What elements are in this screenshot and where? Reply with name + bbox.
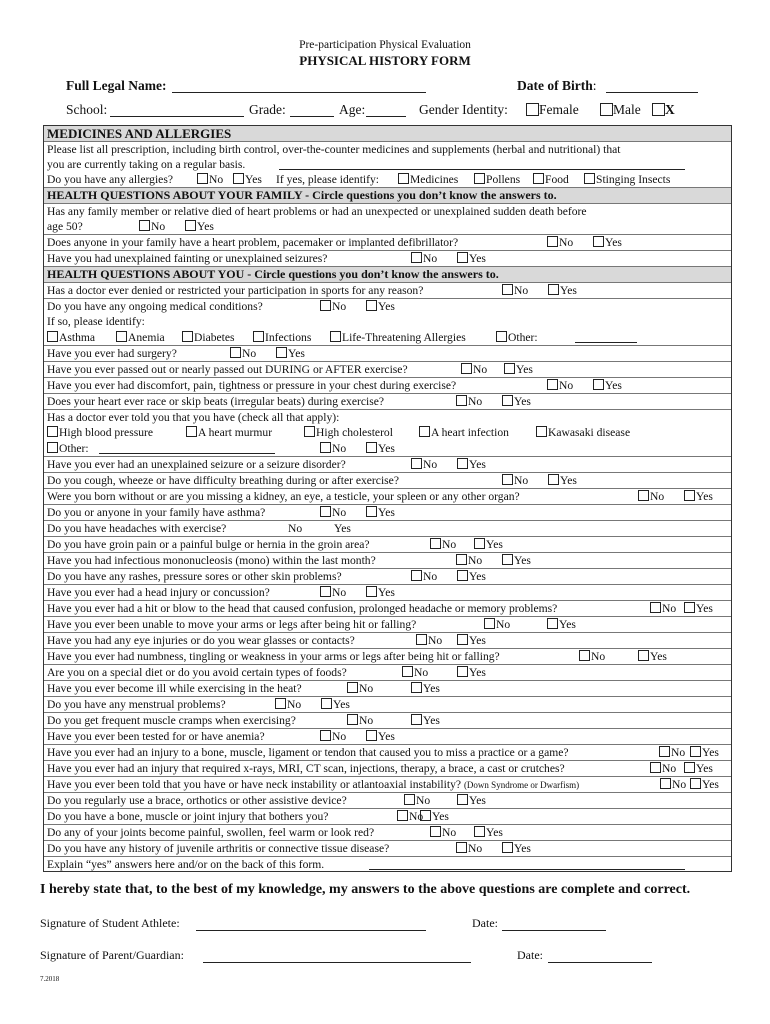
form-supertitle: Pre-participation Physical Evaluation [299, 39, 471, 51]
full-name-field[interactable] [172, 80, 426, 93]
no-option[interactable]: No [288, 522, 303, 535]
question-row: Have you ever had surgery? No Yes [44, 346, 731, 362]
yes-option[interactable]: Yes [457, 665, 486, 680]
checkbox-icon[interactable] [366, 506, 377, 517]
allergy-medicines[interactable]: Medicines [398, 172, 458, 187]
no-option[interactable]: No [347, 681, 373, 696]
checkbox-icon[interactable] [456, 554, 467, 565]
checkbox-icon[interactable] [690, 778, 701, 789]
question-row: Have you ever been told that you have or have neck instability or atlantoaxial instability? (Down Syndrome or Dwarfism) No Yes [44, 777, 731, 793]
no-option[interactable]: No [320, 299, 346, 314]
checkbox-icon[interactable] [457, 570, 468, 581]
yes-option[interactable]: Yes [548, 283, 577, 298]
no-option[interactable]: No [347, 713, 373, 728]
question-row: Have you ever had discomfort, pain, tightness or pressure in your chest during exercise? No Yes [44, 378, 731, 394]
allergy-insects[interactable]: Stinging Insects [584, 172, 670, 187]
question-row: Do you have a bone, muscle or joint injury that bothers you? No Yes [44, 809, 731, 825]
allergy-no[interactable]: No [197, 172, 223, 187]
checkbox-icon[interactable] [347, 714, 358, 725]
checkbox-icon[interactable] [185, 220, 196, 231]
checkbox-icon[interactable] [548, 284, 559, 295]
yes-option[interactable]: Yes [547, 617, 576, 632]
checkbox-icon[interactable] [548, 474, 559, 485]
question-row: Have you had any eye injuries or do you wear glasses or contacts? No Yes [44, 633, 731, 649]
condition-diabetes[interactable]: Diabetes [182, 330, 235, 345]
told-heart-murmur[interactable]: A heart murmur [186, 425, 272, 440]
yes-option[interactable]: Yes [457, 251, 486, 266]
checkbox-icon[interactable] [402, 666, 413, 677]
full-name-label: Full Legal Name: [66, 78, 167, 93]
question-row: Have you ever had an unexplained seizure or a seizure disorder? No Yes [44, 457, 731, 473]
explain-row: Explain “yes” answers here and/or on the back of this form. [44, 857, 731, 871]
checkbox-icon[interactable] [600, 103, 613, 116]
yes-option[interactable]: Yes [366, 585, 395, 600]
checkbox-icon[interactable] [461, 363, 472, 374]
age-field[interactable] [366, 104, 406, 117]
checkbox-icon[interactable] [320, 442, 331, 453]
yes-option[interactable]: Yes [690, 777, 719, 792]
no-option[interactable]: No [579, 649, 605, 664]
question-row: Do you have any rashes, pressure sores or other skin problems? No Yes [44, 569, 731, 585]
checkbox-icon[interactable] [411, 570, 422, 581]
checkbox-icon[interactable] [660, 778, 671, 789]
parent-date-field[interactable] [548, 950, 652, 963]
question-row-doctor-told: Has a doctor ever told you that you have (check all that apply): High blood pressure A heart murmur High cholesterol A heart infection Kawasaki disease Other: No Yes [44, 410, 731, 457]
checkbox-icon[interactable] [420, 810, 431, 821]
question-row: Do you have any history of juvenile arthritis or connective tissue disease? No Yes [44, 841, 731, 857]
yes-option[interactable]: Yes [474, 537, 503, 552]
question-row: Have you ever had a head injury or concussion? No Yes [44, 585, 731, 601]
allergy-yes[interactable]: Yes [233, 172, 262, 187]
gender-label: Gender Identity: [419, 102, 508, 117]
yes-option[interactable]: Yes [420, 809, 449, 824]
checkbox-icon[interactable] [366, 442, 377, 453]
checkbox-icon[interactable] [502, 842, 513, 853]
no-option[interactable]: No [411, 251, 437, 266]
yes-option[interactable]: Yes [366, 505, 395, 520]
checkbox-icon[interactable] [366, 300, 377, 311]
checkbox-icon[interactable] [139, 220, 150, 231]
parent-date-label: Date: [517, 948, 543, 962]
checkbox-icon[interactable] [276, 347, 287, 358]
question-row: Does your heart ever race or skip beats (irregular beats) during exercise? No Yes [44, 394, 731, 410]
checkbox-icon[interactable] [474, 173, 485, 184]
yes-option[interactable]: Yes [276, 346, 305, 361]
checkbox-icon[interactable] [638, 650, 649, 661]
checkbox-icon[interactable] [320, 300, 331, 311]
dob-field[interactable] [606, 80, 698, 93]
told-high-cholesterol[interactable]: High cholesterol [304, 425, 393, 440]
parent-signature-field[interactable] [203, 950, 471, 963]
question-row: Have you ever been tested for or have anemia? No Yes [44, 729, 731, 745]
yes-option[interactable]: Yes [690, 745, 719, 760]
yes-option[interactable]: Yes [185, 219, 214, 234]
checkbox-icon[interactable] [652, 103, 665, 116]
question-row: Were you born without or are you missing a kidney, an eye, a testicle, your spleen or any other organ? No Yes [44, 489, 731, 505]
checkbox-icon[interactable] [484, 618, 495, 629]
gender-male-option[interactable]: Male [600, 102, 641, 118]
checkbox-icon[interactable] [457, 794, 468, 805]
medicines-row: Please list all prescription, including birth control, over-the-counter medicines and supplements (herbal and nutritional) that you are currently taking on a regular basis. Do you have any allergies? No Yes If yes, please identify: Medicines Pollens Food Stinging Insects [44, 142, 731, 188]
no-option[interactable]: No [660, 777, 686, 792]
form-title: PHYSICAL HISTORY FORM [299, 53, 471, 68]
checkbox-icon[interactable] [457, 458, 468, 469]
parent-signature-label: Signature of Parent/Guardian: [40, 948, 184, 962]
yes-option[interactable]: Yes [321, 697, 350, 712]
checkbox-icon[interactable] [593, 236, 604, 247]
no-option[interactable]: No [411, 457, 437, 472]
no-option[interactable]: No [275, 697, 301, 712]
yes-option[interactable]: Yes [366, 299, 395, 314]
condition-other[interactable]: Other: [496, 330, 538, 345]
checkbox-icon[interactable] [182, 331, 193, 342]
allergy-food[interactable]: Food [533, 172, 569, 187]
checkbox-icon[interactable] [504, 363, 515, 374]
question-row: Have you ever become ill while exercising in the heat? No Yes [44, 681, 731, 697]
told-kawasaki[interactable]: Kawasaki disease [536, 425, 630, 440]
checkbox-icon[interactable] [47, 426, 58, 437]
no-option[interactable]: No [461, 362, 487, 377]
student-date-label: Date: [472, 916, 498, 930]
no-option[interactable]: No [502, 473, 528, 488]
questionnaire-table [43, 125, 732, 872]
no-option[interactable]: No [547, 235, 573, 250]
gender-female-option[interactable]: Female [526, 102, 579, 118]
question-row: Have you ever had numbness, tingling or weakness in your arms or legs after being hit or falling? No Yes [44, 649, 731, 665]
question-row-conditions: Do you have any ongoing medical conditions? No Yes If so, please identify: Asthma Anemia Diabetes Infections Life-Threatening Allergies Other: [44, 299, 731, 346]
yes-option[interactable]: Yes [684, 489, 713, 504]
school-field[interactable] [110, 104, 244, 117]
told-heart-infection[interactable]: A heart infection [419, 425, 509, 440]
yes-option[interactable]: Yes [334, 522, 351, 535]
yes-option[interactable]: Yes [548, 473, 577, 488]
question-row: Do you get frequent muscle cramps when exercising? No Yes [44, 713, 731, 729]
yes-option[interactable]: Yes [474, 825, 503, 840]
no-option[interactable]: No [456, 841, 482, 856]
question-row: Has a doctor ever denied or restricted your participation in sports for any reason? No Yes [44, 283, 731, 299]
checkbox-icon[interactable] [411, 252, 422, 263]
checkbox-icon[interactable] [457, 252, 468, 263]
yes-option[interactable]: Yes [502, 553, 531, 568]
no-option[interactable]: No [320, 441, 346, 456]
family-q1-row: Has any family member or relative died of heart problems or had an unexpected or unexplained sudden death before age 50? No Yes [44, 204, 731, 235]
no-option[interactable]: No [320, 505, 346, 520]
no-option[interactable]: No [411, 569, 437, 584]
checkbox-icon[interactable] [416, 634, 427, 645]
checkbox-icon[interactable] [684, 490, 695, 501]
no-option[interactable]: No [404, 793, 430, 808]
grade-field[interactable] [290, 104, 334, 117]
yes-option[interactable]: Yes [457, 457, 486, 472]
checkbox-icon[interactable] [411, 714, 422, 725]
checkbox-icon[interactable] [650, 602, 661, 613]
checkbox-icon[interactable] [650, 762, 661, 773]
family-section-header: HEALTH QUESTIONS ABOUT YOUR FAMILY - Circle questions you don’t know the answers to. [44, 188, 731, 204]
no-option[interactable]: No [547, 378, 573, 393]
checkbox-icon[interactable] [502, 284, 513, 295]
no-option[interactable]: No [659, 745, 685, 760]
checkbox-icon[interactable] [474, 826, 485, 837]
question-row: Do any of your joints become painful, swollen, feel warm or look red? No Yes [44, 825, 731, 841]
question-row: Do you have headaches with exercise? No Yes [44, 521, 731, 537]
checkbox-icon[interactable] [430, 538, 441, 549]
checkbox-icon[interactable] [321, 698, 332, 709]
checkbox-icon[interactable] [275, 698, 286, 709]
family-q3-row: Have you had unexplained fainting or unexplained seizures? No Yes [44, 251, 731, 267]
no-option[interactable]: No [230, 346, 256, 361]
checkbox-icon[interactable] [684, 762, 695, 773]
condition-asthma[interactable]: Asthma [47, 330, 95, 345]
you-section-header: HEALTH QUESTIONS ABOUT YOU - Circle questions you don’t know the answers to. [44, 267, 731, 283]
no-option[interactable]: No [416, 633, 442, 648]
yes-option[interactable]: Yes [457, 569, 486, 584]
no-option[interactable]: No [402, 665, 428, 680]
told-other-field[interactable] [99, 452, 275, 454]
checkbox-icon[interactable] [430, 826, 441, 837]
checkbox-icon[interactable] [347, 682, 358, 693]
school-label: School: [66, 102, 108, 117]
no-option[interactable]: No [650, 601, 676, 616]
yes-option[interactable]: Yes [457, 633, 486, 648]
yes-option[interactable]: Yes [684, 601, 713, 616]
checkbox-icon[interactable] [584, 173, 595, 184]
yes-option[interactable]: Yes [366, 729, 395, 744]
checkbox-icon[interactable] [659, 746, 670, 757]
yes-option[interactable]: Yes [366, 441, 395, 456]
question-row: Do you have any menstrual problems? No Yes [44, 697, 731, 713]
condition-allergies[interactable]: Life-Threatening Allergies [330, 330, 466, 345]
checkbox-icon[interactable] [502, 554, 513, 565]
checkbox-icon[interactable] [320, 506, 331, 517]
checkbox-icon[interactable] [366, 730, 377, 741]
checkbox-icon[interactable] [638, 490, 649, 501]
no-option[interactable]: No [638, 489, 664, 504]
checkbox-icon[interactable] [404, 794, 415, 805]
checkbox-icon[interactable] [197, 173, 208, 184]
allergy-pollens[interactable]: Pollens [474, 172, 520, 187]
checkbox-icon[interactable] [533, 173, 544, 184]
no-option[interactable]: No [397, 809, 423, 824]
student-signature-field[interactable] [196, 918, 426, 931]
grade-label: Grade: [249, 102, 286, 117]
no-option[interactable]: No [502, 283, 528, 298]
yes-option[interactable]: Yes [593, 235, 622, 250]
medicines-field[interactable] [279, 168, 685, 170]
no-option[interactable]: No [456, 553, 482, 568]
other-field[interactable] [575, 341, 637, 343]
checkbox-icon[interactable] [526, 103, 539, 116]
checkbox-icon[interactable] [366, 586, 377, 597]
question-row: Do you or anyone in your family have asthma? No Yes [44, 505, 731, 521]
yes-option[interactable]: Yes [684, 761, 713, 776]
yes-option[interactable]: Yes [411, 713, 440, 728]
checkbox-icon[interactable] [684, 602, 695, 613]
checkbox-icon[interactable] [411, 682, 422, 693]
checkbox-icon[interactable] [456, 842, 467, 853]
checkbox-icon[interactable] [304, 426, 315, 437]
question-row: Have you ever had an injury to a bone, muscle, ligament or tendon that caused you to miss a practice or a game? No Yes [44, 745, 731, 761]
no-option[interactable]: No [650, 761, 676, 776]
medicines-section-header: MEDICINES AND ALLERGIES [44, 126, 731, 142]
question-row: Have you ever had a hit or blow to the head that caused confusion, prolonged headache or memory problems? No Yes [44, 601, 731, 617]
dob-label: Date of Birth: [517, 78, 597, 93]
checkbox-icon[interactable] [116, 331, 127, 342]
checkbox-icon[interactable] [330, 331, 341, 342]
certification-statement: I hereby state that, to the best of my knowledge, my answers to the above questions are complete and correct. [40, 882, 691, 897]
checkbox-icon[interactable] [456, 395, 467, 406]
checkbox-icon[interactable] [253, 331, 264, 342]
yes-option[interactable]: Yes [504, 362, 533, 377]
told-high-blood-pressure[interactable]: High blood pressure [47, 425, 153, 440]
yes-option[interactable]: Yes [457, 793, 486, 808]
checkbox-icon[interactable] [547, 379, 558, 390]
checkbox-icon[interactable] [474, 538, 485, 549]
question-row: Have you ever been unable to move your arms or legs after being hit or falling? No Yes [44, 617, 731, 633]
question-row: Do you have groin pain or a painful bulge or hernia in the groin area? No Yes [44, 537, 731, 553]
checkbox-icon[interactable] [547, 236, 558, 247]
student-signature-label: Signature of Student Athlete: [40, 916, 180, 930]
question-row: Have you ever had an injury that required x-rays, MRI, CT scan, injections, therapy, a brace, a cast or crutches? No Yes [44, 761, 731, 777]
checkbox-icon[interactable] [457, 666, 468, 677]
question-row: Are you on a special diet or do you avoid certain types of foods? No Yes [44, 665, 731, 681]
checkbox-icon[interactable] [690, 746, 701, 757]
explain-field[interactable] [369, 868, 685, 870]
checkbox-icon[interactable] [496, 331, 507, 342]
question-row: Do you regularly use a brace, orthotics or other assistive device? No Yes [44, 793, 731, 809]
checkbox-icon[interactable] [536, 426, 547, 437]
no-option[interactable]: No [320, 585, 346, 600]
checkbox-icon[interactable] [320, 586, 331, 597]
question-row: Have you had infectious mononucleosis (mono) within the last month? No Yes [44, 553, 731, 569]
checkbox-icon[interactable] [502, 395, 513, 406]
checkbox-icon[interactable] [419, 426, 430, 437]
no-option[interactable]: No [430, 825, 456, 840]
checkbox-icon[interactable] [47, 442, 58, 453]
checkbox-icon[interactable] [593, 379, 604, 390]
checkbox-icon[interactable] [186, 426, 197, 437]
yes-option[interactable]: Yes [502, 841, 531, 856]
checkbox-icon[interactable] [233, 173, 244, 184]
age-label: Age: [339, 102, 366, 117]
no-option[interactable]: No [456, 394, 482, 409]
yes-option[interactable]: Yes [502, 394, 531, 409]
condition-infections[interactable]: Infections [253, 330, 311, 345]
checkbox-icon[interactable] [547, 618, 558, 629]
checkbox-icon[interactable] [47, 331, 58, 342]
checkbox-icon[interactable] [320, 730, 331, 741]
version-label: 7.2018 [40, 975, 60, 983]
condition-anemia[interactable]: Anemia [116, 330, 165, 345]
family-q2-row: Does anyone in your family have a heart problem, pacemaker or implanted defibrillator? No Yes [44, 235, 731, 251]
checkbox-icon[interactable] [397, 810, 408, 821]
no-option[interactable]: No [320, 729, 346, 744]
checkbox-icon[interactable] [457, 634, 468, 645]
checkbox-icon[interactable] [502, 474, 513, 485]
gender-x-option[interactable]: X [652, 102, 675, 118]
no-option[interactable]: No [139, 219, 165, 234]
yes-option[interactable]: Yes [593, 378, 622, 393]
question-row: Have you ever passed out or nearly passed out DURING or AFTER exercise? No Yes [44, 362, 731, 378]
checkbox-icon[interactable] [398, 173, 409, 184]
checkbox-icon[interactable] [579, 650, 590, 661]
checkbox-icon[interactable] [411, 458, 422, 469]
student-date-field[interactable] [502, 918, 606, 931]
no-option[interactable]: No [484, 617, 510, 632]
yes-option[interactable]: Yes [638, 649, 667, 664]
yes-option[interactable]: Yes [411, 681, 440, 696]
no-option[interactable]: No [430, 537, 456, 552]
question-row: Do you cough, wheeze or have difficulty breathing during or after exercise? No Yes [44, 473, 731, 489]
told-other[interactable]: Other: [47, 441, 89, 456]
checkbox-icon[interactable] [230, 347, 241, 358]
